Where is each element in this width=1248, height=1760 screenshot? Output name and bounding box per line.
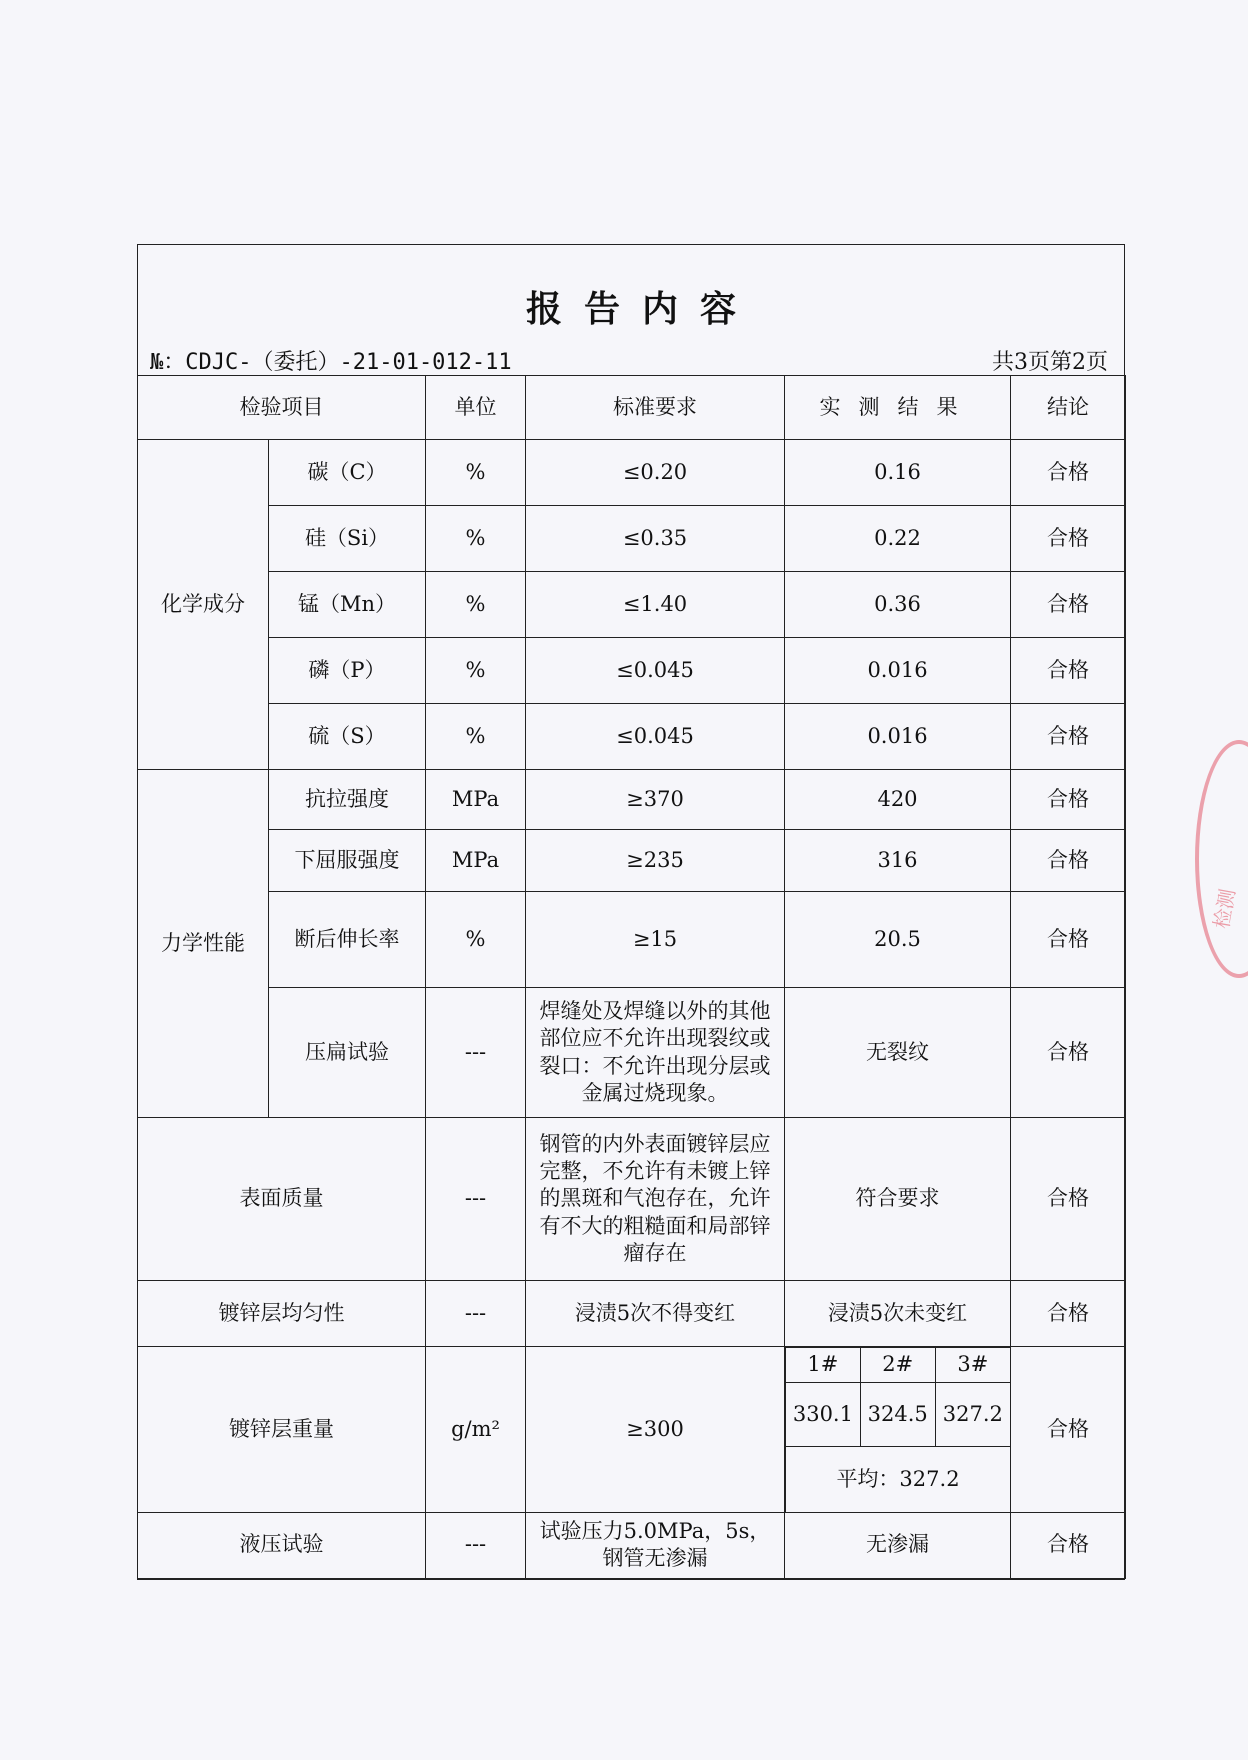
table-row	[138, 506, 1126, 572]
sample-label: 1#	[786, 1348, 861, 1383]
item-name: 硫（S）	[269, 704, 426, 770]
table-row	[138, 638, 1126, 704]
item-standard: ≤1.40	[526, 572, 785, 638]
item-result: 0.36	[785, 572, 1011, 638]
item-result: 浸渍5次未变红	[785, 1281, 1011, 1347]
item-standard: ≤0.20	[526, 440, 785, 506]
sample-value: 327.2	[935, 1383, 1010, 1447]
item-name: 下屈服强度	[269, 830, 426, 892]
item-name: 镀锌层重量	[138, 1347, 426, 1513]
table-row	[138, 1118, 1126, 1281]
table-row	[138, 704, 1126, 770]
item-unit: ---	[426, 1281, 526, 1347]
item-standard: ≥370	[526, 770, 785, 830]
item-standard: 钢管的内外表面镀锌层应完整，不允许有未镀上锌的黑斑和气泡存在，允许有不大的粗糙面和局部锌瘤存在	[526, 1118, 785, 1281]
sample-value: 330.1	[786, 1383, 861, 1447]
item-conclusion: 合格	[1011, 770, 1126, 830]
item-unit: ---	[426, 988, 526, 1118]
item-name: 碳（C）	[269, 440, 426, 506]
report-frame	[137, 244, 1125, 1580]
item-conclusion: 合格	[1011, 988, 1126, 1118]
table-row	[138, 1347, 1126, 1513]
item-result: 0.22	[785, 506, 1011, 572]
table-row	[138, 830, 1126, 892]
item-name: 压扁试验	[269, 988, 426, 1118]
item-conclusion: 合格	[1011, 638, 1126, 704]
item-conclusion: 合格	[1011, 892, 1126, 988]
group-mechanical: 力学性能	[138, 770, 269, 1118]
table-row	[138, 1281, 1126, 1347]
item-unit: MPa	[426, 830, 526, 892]
item-conclusion: 合格	[1011, 1347, 1126, 1513]
item-name: 硅（Si）	[269, 506, 426, 572]
item-unit: %	[426, 638, 526, 704]
item-standard: ≥300	[526, 1347, 785, 1513]
item-name: 磷（P）	[269, 638, 426, 704]
header-conclusion: 结论	[1011, 376, 1126, 440]
item-standard: 试验压力5.0MPa，5s，钢管无渗漏	[526, 1512, 785, 1578]
item-unit: %	[426, 440, 526, 506]
item-standard: 焊缝处及焊缝以外的其他部位应不允许出现裂纹或裂口：不允许出现分层或金属过烧现象。	[526, 988, 785, 1118]
item-result: 0.016	[785, 704, 1011, 770]
item-conclusion: 合格	[1011, 704, 1126, 770]
table-row	[138, 440, 1126, 506]
header-result: 实测结果	[785, 376, 1011, 440]
item-result: 0.16	[785, 440, 1011, 506]
item-name: 抗拉强度	[269, 770, 426, 830]
item-standard: ≤0.045	[526, 704, 785, 770]
item-conclusion: 合格	[1011, 440, 1126, 506]
item-name: 锰（Mn）	[269, 572, 426, 638]
item-standard: 浸渍5次不得变红	[526, 1281, 785, 1347]
item-result: 无裂纹	[785, 988, 1011, 1118]
weight-subtable	[785, 1347, 1010, 1512]
item-result: 316	[785, 830, 1011, 892]
header-standard: 标准要求	[526, 376, 785, 440]
item-unit: ---	[426, 1512, 526, 1578]
item-unit: MPa	[426, 770, 526, 830]
item-unit: %	[426, 704, 526, 770]
table-row	[138, 572, 1126, 638]
item-name: 表面质量	[138, 1118, 426, 1281]
item-conclusion: 合格	[1011, 830, 1126, 892]
item-name: 断后伸长率	[269, 892, 426, 988]
stamp-text: 检测	[1209, 886, 1240, 931]
page-info: 共3页第2页	[992, 350, 1108, 375]
document-number: №：CDJC-（委托）-21-01-012-11	[150, 350, 512, 375]
item-conclusion: 合格	[1011, 1512, 1126, 1578]
item-standard: ≤0.045	[526, 638, 785, 704]
item-unit: %	[426, 572, 526, 638]
item-standard: ≥235	[526, 830, 785, 892]
item-unit: ---	[426, 1118, 526, 1281]
item-standard: ≥15	[526, 892, 785, 988]
item-unit: %	[426, 506, 526, 572]
item-name: 镀锌层均匀性	[138, 1281, 426, 1347]
weight-results	[785, 1347, 1011, 1513]
item-unit: %	[426, 892, 526, 988]
sample-value: 324.5	[860, 1383, 935, 1447]
sample-label: 2#	[860, 1348, 935, 1383]
item-result: 420	[785, 770, 1011, 830]
table-row	[138, 892, 1126, 988]
red-seal-stamp	[1195, 740, 1248, 978]
item-result: 符合要求	[785, 1118, 1011, 1281]
item-result: 无渗漏	[785, 1512, 1011, 1578]
item-unit: g/m²	[426, 1347, 526, 1513]
item-conclusion: 合格	[1011, 572, 1126, 638]
group-chemical: 化学成分	[138, 440, 269, 770]
item-name: 液压试验	[138, 1512, 426, 1578]
table-row	[138, 1512, 1126, 1578]
item-conclusion: 合格	[1011, 1281, 1126, 1347]
header-item: 检验项目	[138, 376, 426, 440]
report-title: 报告内容	[525, 288, 758, 330]
table-header-row	[138, 376, 1126, 440]
table-row	[138, 988, 1126, 1118]
sample-label: 3#	[935, 1348, 1010, 1383]
table-row	[138, 770, 1126, 830]
report-table	[137, 375, 1126, 1579]
item-conclusion: 合格	[1011, 1118, 1126, 1281]
item-result: 20.5	[785, 892, 1011, 988]
sample-average: 平均：327.2	[786, 1447, 1011, 1512]
item-conclusion: 合格	[1011, 506, 1126, 572]
header-unit: 单位	[426, 376, 526, 440]
item-standard: ≤0.35	[526, 506, 785, 572]
item-result: 0.016	[785, 638, 1011, 704]
